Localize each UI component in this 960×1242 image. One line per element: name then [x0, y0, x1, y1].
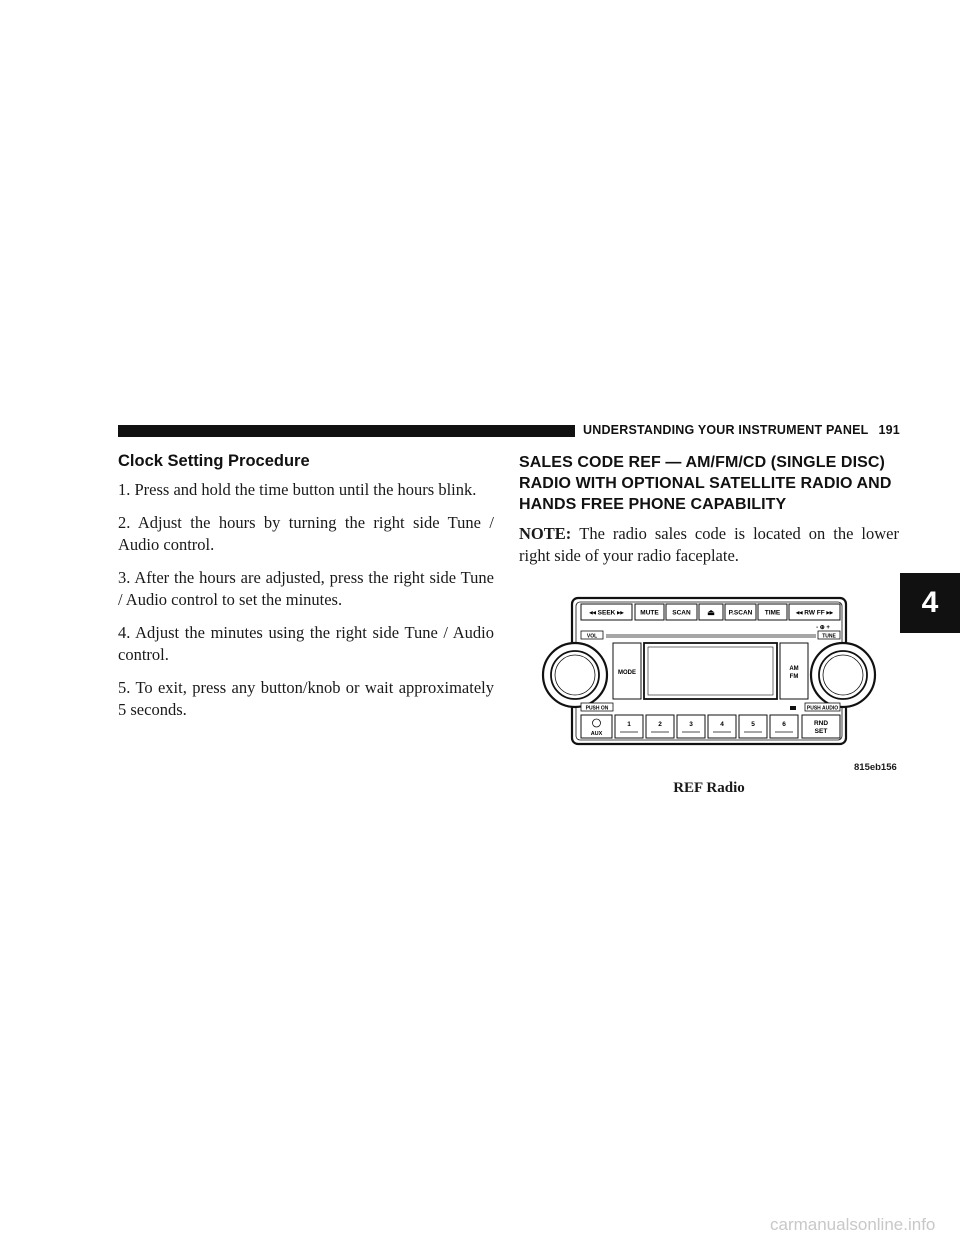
tune-sign-label: - ⊕ + — [816, 625, 830, 631]
note-paragraph — [519, 523, 899, 567]
step-1: 1. Press and hold the time button until the hours blink. — [118, 480, 477, 499]
pscan-button: P.SCAN — [728, 609, 753, 617]
left-column — [118, 452, 494, 732]
am-label: AM — [789, 666, 799, 672]
preset-5: 5 — [751, 721, 755, 728]
right-column — [519, 452, 899, 567]
watermark: carmanualsonline.info — [770, 1215, 936, 1234]
preset-3: 3 — [689, 721, 693, 728]
section-heading: Clock Setting Procedure — [118, 452, 310, 470]
push-audio-label: PUSH AUDIO — [806, 705, 839, 712]
preset-6: 6 — [782, 721, 786, 728]
radio-illustration — [540, 595, 880, 747]
figure-code: 815eb156 — [854, 762, 897, 773]
header-rule — [118, 425, 575, 437]
step-2: 2. Adjust the hours by turning the right side Tune / Audio control. — [118, 513, 494, 554]
seek-button: ◂◂ SEEK ▸▸ — [589, 609, 624, 617]
push-on-label: PUSH ON — [585, 705, 609, 712]
note-text: The radio sales code is located on the lower right side of your radio faceplate. — [519, 524, 899, 565]
vol-label: VOL — [586, 633, 598, 640]
time-button: TIME — [764, 609, 781, 617]
figure-caption: REF Radio — [673, 780, 745, 796]
chapter-tab: 4 — [900, 573, 960, 633]
scan-button: SCAN — [672, 609, 691, 617]
aux-label: AUX — [590, 731, 603, 737]
step-4: 4. Adjust the minutes using the right side Tune / Audio control. — [118, 623, 494, 664]
rw-ff-button: ◂◂ RW FF ▸▸ — [795, 609, 834, 617]
set-label: SET — [814, 728, 828, 735]
tune-label: TUNE — [822, 633, 836, 640]
preset-2: 2 — [658, 721, 662, 728]
eject-icon: ⏏ — [707, 608, 715, 617]
section-title: UNDERSTANDING YOUR INSTRUMENT PANEL — [583, 423, 869, 437]
step-5: 5. To exit, press any button/knob or wait approximately 5 seconds. — [118, 678, 494, 719]
page-number: 191 — [878, 423, 900, 437]
rnd-label: RND — [813, 720, 829, 727]
section-heading-caps: SALES CODE REF — AM/FM/CD (SINGLE DISC) RADIO WITH OPTIONAL SATELLITE RADIO AND HANDS FREE PHONE CAPABILITY — [519, 454, 892, 513]
mute-button: MUTE — [640, 609, 659, 617]
step-3: 3. After the hours are adjusted, press the right side Tune / Audio control to set the minutes. — [118, 568, 494, 609]
mode-button: MODE — [618, 670, 636, 676]
note-label: NOTE: — [519, 524, 572, 543]
running-header — [583, 423, 900, 437]
fm-label: FM — [789, 674, 799, 680]
preset-1: 1 — [627, 721, 631, 728]
preset-4: 4 — [720, 721, 724, 728]
